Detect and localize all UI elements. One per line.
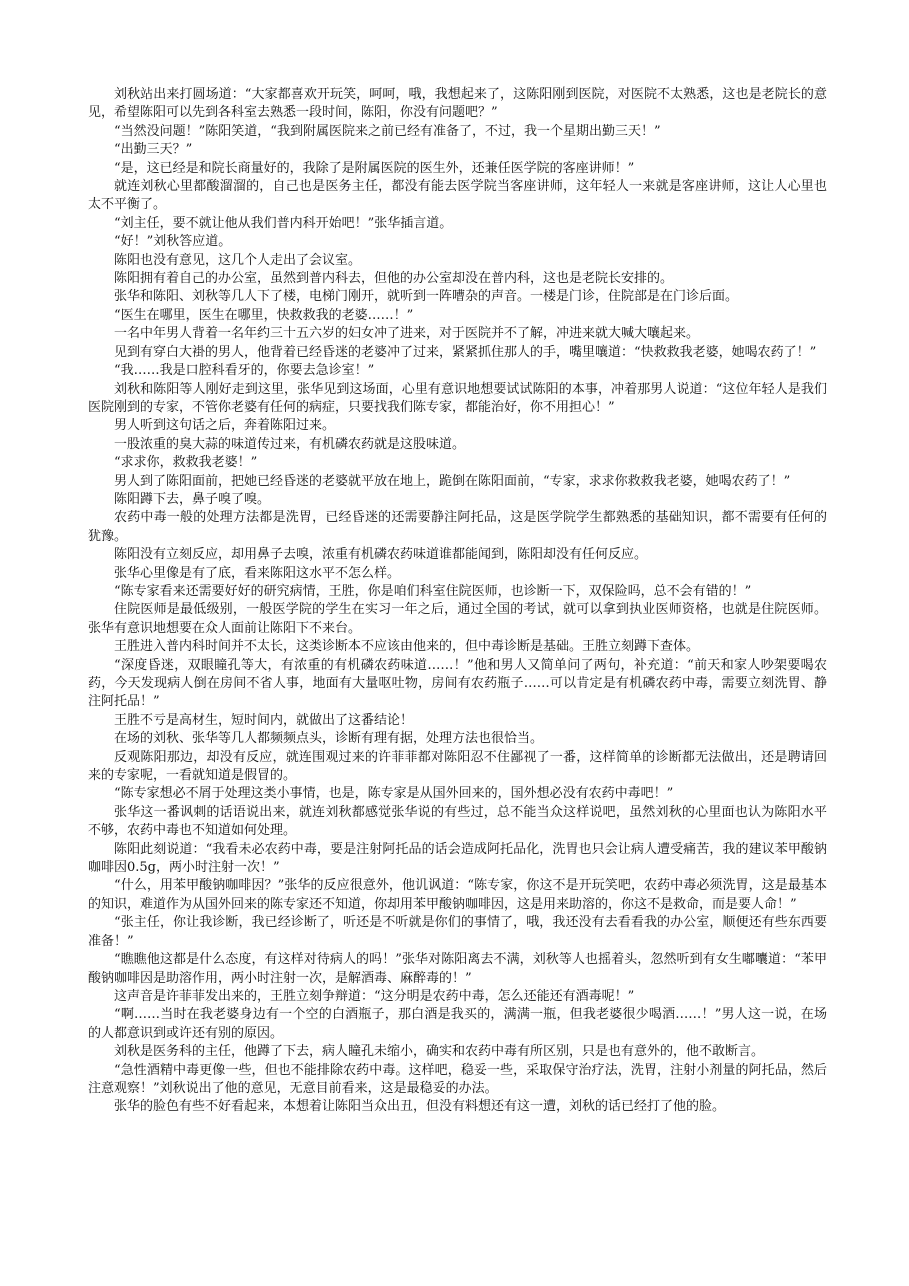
paragraph: 农药中毒一般的处理方法都是洗胃，已经昏迷的还需要静注阿托品，这是医学院学生都熟悉的基础知识，都不需要有任何的犹豫。 — [88, 510, 827, 544]
paragraph: “当然没问题！”陈阳笑道，“我到附属医院来之前已经有准备了，不过，我一个星期出勤三天！” — [114, 123, 661, 139]
paragraph: 陈阳此刻说道：“我看未必农药中毒，要是注射阿托品的话会造成阿托品化，洗胃也只会让病人遭受痛苦，我的建议苯甲酸钠咖啡因0.5g，两小时注射一次！” — [88, 841, 827, 876]
paragraph: 男人到了陈阳面前，把她已经昏迷的老婆就平放在地上，跪倒在陈阳面前，“专家，求求你救救我老婆，她喝农药了！” — [114, 473, 791, 489]
paragraph: “瞧瞧他这都是什么态度，有这样对待病人的吗！”张华对陈阳离去不满，刘秋等人也摇着头，忽然听到有女生嘟囔道：“苯甲酸钠咖啡因是助溶作用，两小时注射一次，是解酒毒、麻醉毒的！” — [88, 952, 827, 986]
paragraph: 刘秋是医务科的主任，他蹲了下去，病人瞳孔未缩小，确实和农药中毒有所区别，只是也有意外的，他不敢断言。 — [114, 1044, 765, 1060]
paragraph: 见到有穿白大褂的男人，他背着已经昏迷的老婆冲了过来，紧紧抓住那人的手，嘴里嚷道：“快救救我老婆，她喝农药了！” — [114, 344, 817, 360]
paragraph: “急性酒精中毒更像一些，但也不能排除农药中毒。这样吧，稳妥一些，采取保守治疗法，洗胃，注射小剂量的阿托品，然后注意观察！”刘秋说出了他的意见，无意目前看来，这是最稳妥的办法。 — [88, 1062, 827, 1096]
paragraph: “求求你，救救我老婆！” — [114, 455, 258, 471]
paragraph: “深度昏迷，双眼瞳孔等大，有浓重的有机磷农药味道……！”他和男人又简单问了两句，补充道：“前天和家人吵架要喝农药，今天发现病人倒在房间不省人事，地面有大量呕吐物，房间有农药瓶子……可以肯定是有机磷农药中毒，需要立刻洗胃、静注阿托品！” — [88, 657, 827, 710]
paragraph: “什么，用苯甲酸钠咖啡因？”张华的反应很意外，他讥讽道：“陈专家，你这不是开玩笑吧，农药中毒必须洗胃，这是最基本的知识，难道作为从国外回来的陈专家还不知道，你却用苯甲酸钠咖啡因，这是用来助溶的，你这不是救命，而是要人命！” — [88, 878, 827, 912]
paragraph: 王胜不亏是高材生，短时间内，就做出了这番结论！ — [114, 712, 414, 728]
paragraph: 这声音是许菲菲发出来的，王胜立刻争辩道：“这分明是农药中毒，怎么还能还有酒毒呢！” — [114, 988, 635, 1004]
paragraph: 张华心里像是有了底，看来陈阳这水平不怎么样。 — [114, 565, 401, 581]
paragraph: 刘秋站出来打圆场道：“大家都喜欢开玩笑，呵呵，哦，我想起来了，这陈阳刚到医院，对医院不太熟悉，这也是老院长的意见，希望陈阳可以先到各科室去熟悉一段时间，陈阳，你没有问题吧？” — [88, 87, 827, 121]
paragraph: “是，这已经是和院长商量好的，我除了是附属医院的医生外，还兼任医学院的客座讲师！” — [114, 160, 635, 176]
paragraph: 陈阳也没有意见，这几个人走出了会议室。 — [114, 252, 362, 268]
paragraph: 男人听到这句话之后，奔着陈阳过来。 — [114, 418, 336, 434]
paragraph: 陈阳拥有着自己的办公室，虽然到普内科去，但他的办公室却没在普内科，这也是老院长安排的。 — [114, 271, 674, 287]
paragraph: “刘主任，要不就让他从我们普内科开始吧！”张华插言道。 — [114, 215, 453, 231]
paragraph: 陈阳没有立刻反应，却用鼻子去嗅，浓重有机磷农药味道谁都能闻到，陈阳却没有任何反应。 — [114, 547, 648, 563]
paragraph: “出勤三天？” — [114, 142, 193, 158]
paragraph: “医生在哪里，医生在哪里，快救救我的老婆……！” — [114, 307, 414, 323]
paragraph: 张华和陈阳、刘秋等几人下了楼，电梯门刚开，就听到一阵嘈杂的声音。一楼是门诊，住院部是在门诊后面。 — [114, 289, 739, 305]
paragraph: 陈阳蹲下去，鼻子嗅了嗅。 — [114, 491, 271, 507]
paragraph: 一股浓重的臭大蒜的味道传过来，有机磷农药就是这股味道。 — [114, 436, 466, 452]
paragraph: “我……我是口腔科看牙的，你要去急诊室！” — [114, 363, 375, 379]
paragraph: “张主任，你让我诊断，我已经诊断了，听还是不听就是你们的事情了，哦，我还没有去看看我的办公室，顺便还有些东西要准备！” — [88, 915, 827, 949]
paragraph: 王胜进入普内科时间并不太长，这类诊断本不应该由他来的，但中毒诊断是基础。王胜立刻蹲下查体。 — [114, 639, 700, 655]
paragraph: 就连刘秋心里都酸溜溜的，自己也是医务主任，都没有能去医学院当客座讲师，这年轻人一来就是客座讲师，这让人心里也太不平衡了。 — [88, 179, 827, 213]
paragraph: “好！”刘秋答应道。 — [114, 234, 232, 250]
paragraph: 住院医师是最低级别，一般医学院的学生在实习一年之后，通过全国的考试，就可以拿到执业医师资格，也就是住院医师。张华有意识地想要在众人面前让陈阳下不来台。 — [88, 602, 827, 636]
paragraph: “陈专家看来还需要好好的研究病情，王胜，你是咱们科室住院医师，也诊断一下，双保险吗，总不会有错的！” — [114, 583, 752, 599]
paragraph: “啊……当时在我老婆身边有一个空的白酒瓶子，那白酒是我买的，满满一瓶，但我老婆很少喝酒……！”男人这一说，在场的人都意识到或许还有别的原因。 — [88, 1007, 827, 1041]
paragraph: 在场的刘秋、张华等几人都频频点头，诊断有理有据，处理方法也很恰当。 — [114, 731, 544, 747]
paragraph: 刘秋和陈阳等人刚好走到这里，张华见到这场面，心里有意识地想要试试陈阳的本事，冲着那男人说道：“这位年轻人是我们医院刚到的专家，不管你老婆有任何的病症，只要找我们陈专家，都能治好，你不用担心！” — [88, 381, 827, 415]
paragraph: 张华的脸色有些不好看起来，本想着让陈阳当众出丑，但没有料想还有这一遭，刘秋的话已经打了他的脸。 — [114, 1099, 726, 1115]
paragraph: 一名中年男人背着一名年约三十五六岁的妇女冲了进来，对于医院并不了解，冲进来就大喊大嚷起来。 — [114, 326, 700, 342]
document-page — [88, 86, 827, 1117]
paragraph: “陈专家想必不屑于处理这类小事情，也是，陈专家是从国外回来的，国外想必没有农药中毒吧！” — [114, 786, 674, 802]
paragraph: 反观陈阳那边，却没有反应，就连围观过来的许菲菲都对陈阳忍不住鄙视了一番，这样简单的诊断都无法做出，还是聘请回来的专家呢，一看就知道是假冒的。 — [88, 749, 827, 784]
paragraph: 张华这一番讽刺的话语说出来，就连刘秋都感觉张华说的有些过，总不能当众这样说吧，虽然刘秋的心里面也认为陈阳水平不够，农药中毒也不知道如何处理。 — [88, 804, 827, 839]
